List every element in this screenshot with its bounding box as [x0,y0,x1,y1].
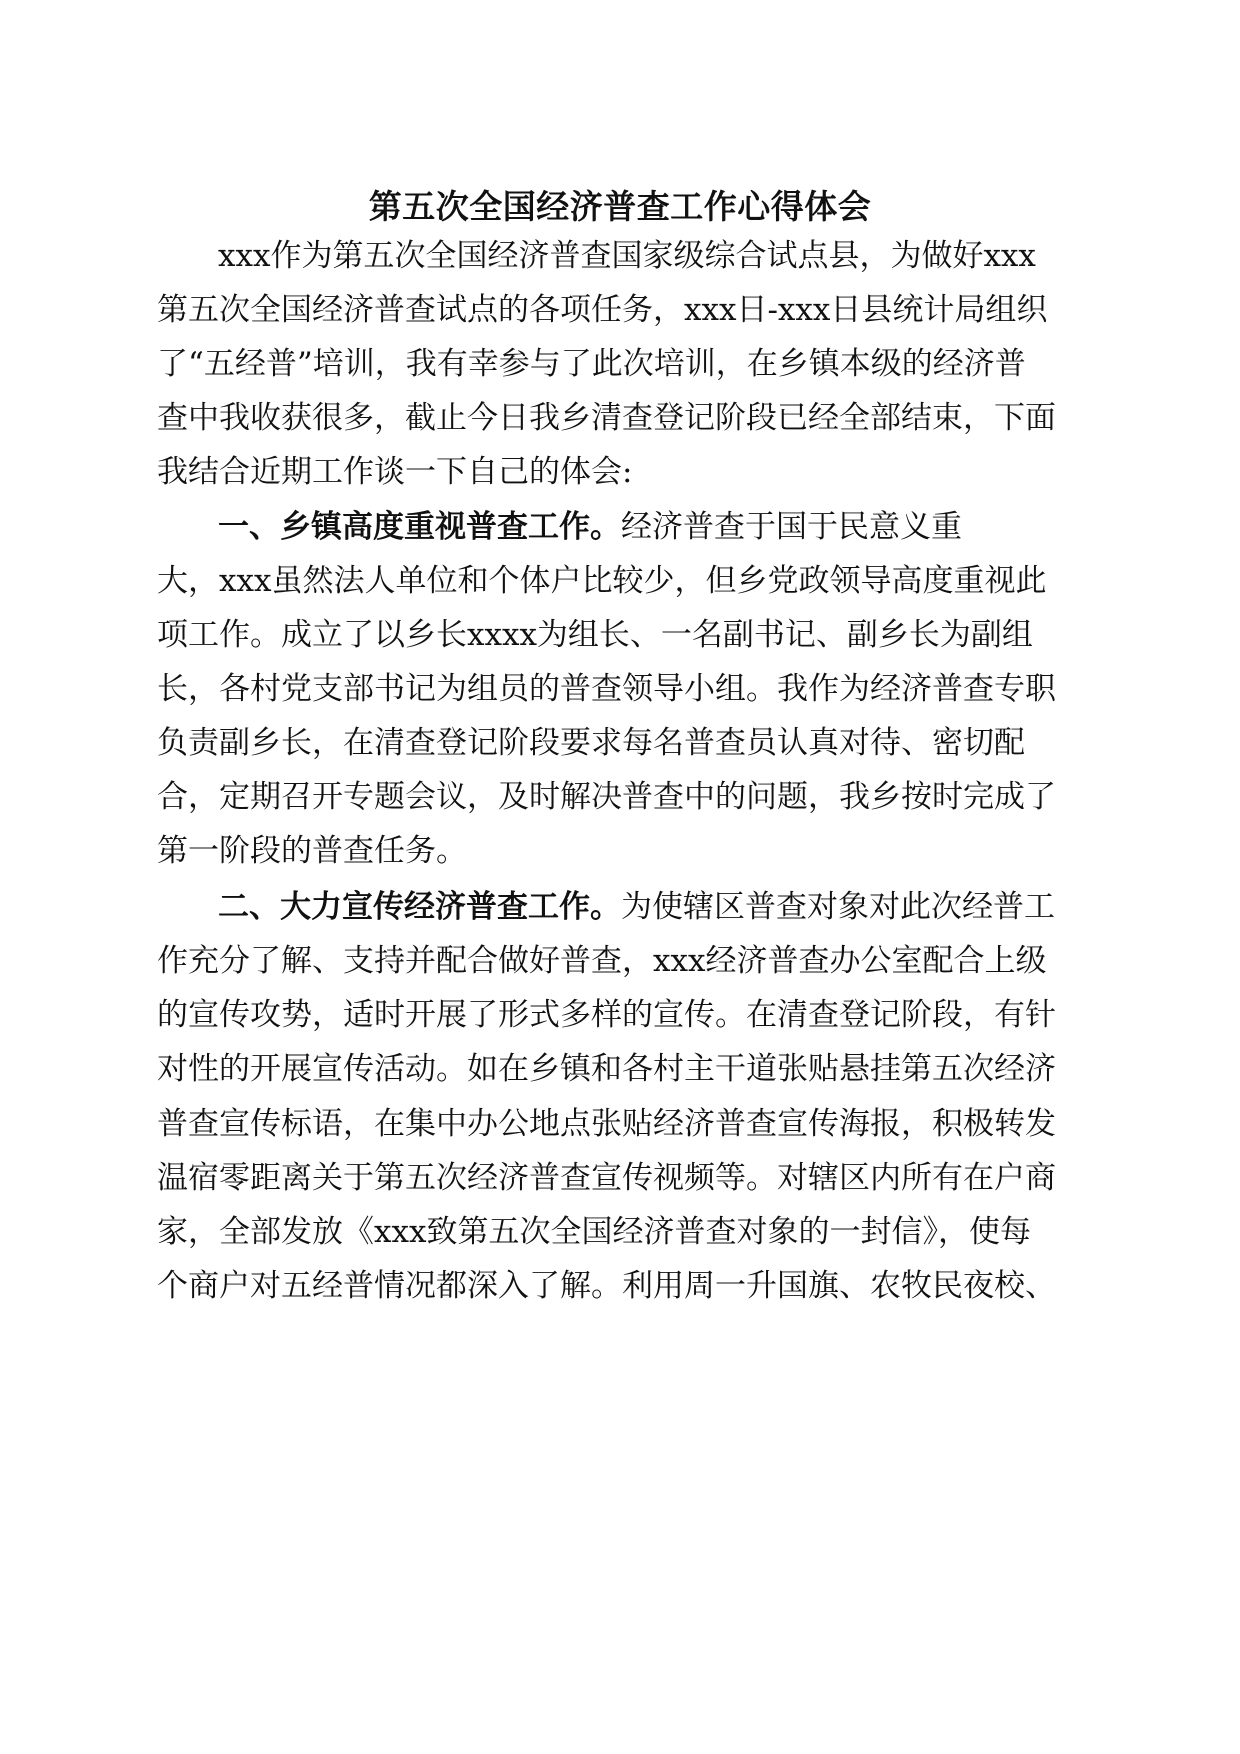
body-line [157,452,632,492]
body-line [157,723,1025,763]
line-text: 的宣传攻势，适时开展了形式多样的宣传。在清查登记阶段，有针 [157,997,1056,1033]
line-text: 项工作。成立了以乡长xxxx为组长、一名副书记、副乡长为副组 [157,617,1033,653]
line-text: 为使辖区普查对象对此次经普工 [621,889,1055,925]
document-title: 第五次全国经济普查工作心得体会 [368,187,872,226]
line-text: xxx作为第五次全国经济普查国家级综合试点县，为做好xxx [218,238,1036,274]
line-text: 我结合近期工作谈一下自己的体会: [157,454,633,490]
body-line [157,831,467,871]
body-line [157,398,1056,438]
line-text: 大，xxx虽然法人单位和个体户比较少，但乡党政领导高度重视此 [157,563,1047,599]
body-line [157,1266,1056,1306]
body-line [157,344,1026,384]
line-text: 普查宣传标语，在集中办公地点张贴经济普查宣传海报，积极转发 [157,1106,1056,1142]
line-text: 第一阶段的普查任务。 [157,833,467,869]
body-line [157,615,1033,655]
line-text: 长，各村党支部书记为组员的普查领导小组。我作为经济普查专职 [157,671,1056,707]
line-text: 了“五经普”培训，我有幸参与了此次培训，在乡镇本级的经济普 [157,346,1026,382]
line-text: 经济普查于国于民意义重 [621,509,962,545]
section-heading: 二、大力宣传经济普查工作。 [218,889,621,925]
line-text: 第五次全国经济普查试点的各项任务，xxx日-xxx日县统计局组织 [157,292,1048,328]
line-text: 负责副乡长，在清查登记阶段要求每名普查员认真对待、密切配 [157,725,1025,761]
body-line [218,236,1036,276]
body-line [157,290,1047,330]
line-text: 家，全部发放《xxx致第五次全国经济普查对象的一封信》，使每 [157,1214,1031,1250]
body-line [157,995,1056,1035]
body-line [157,1158,1056,1198]
line-text: 合，定期召开专题会议，及时解决普查中的问题，我乡按时完成了 [157,779,1056,815]
line-text: 作充分了解、支持并配合做好普查，xxx经济普查办公室配合上级 [157,943,1047,979]
line-text: 温宿零距离关于第五次经济普查宣传视频等。对辖区内所有在户商 [157,1160,1056,1196]
section-heading: 一、乡镇高度重视普查工作。 [218,509,621,545]
body-line [157,1049,1056,1089]
body-line [157,777,1056,817]
section-heading-line [218,507,962,547]
line-text: 对性的开展宣传活动。如在乡镇和各村主干道张贴悬挂第五次经济 [157,1051,1056,1087]
line-text: 个商户对五经普情况都深入了解。利用周一升国旗、农牧民夜校、 [157,1268,1056,1304]
body-line [157,669,1056,709]
section-heading-line [218,887,1055,927]
body-line [157,941,1046,981]
line-text: 查中我收获很多，截止今日我乡清查登记阶段已经全部结束，下面 [157,400,1056,436]
body-line [157,1104,1056,1144]
body-line [157,561,1046,601]
body-line [157,1212,1031,1252]
